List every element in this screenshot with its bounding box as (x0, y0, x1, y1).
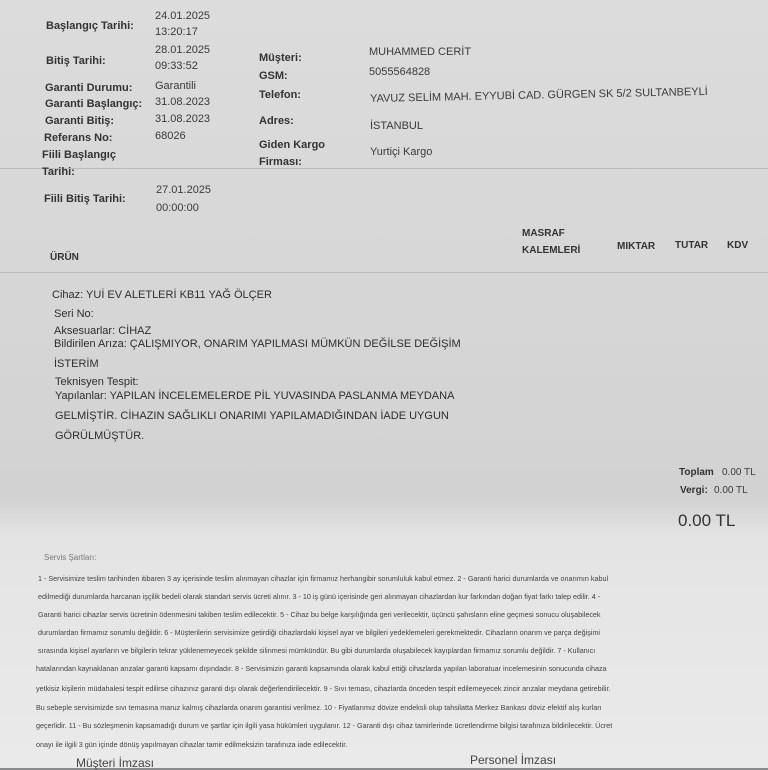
terms-line: hatalarından kaynaklanan arızalar garanti kapsamı dışındadır. 8 - Servisimizin garanti kapsamında olarak kabul ettiği cihazlarda yapılan laboratuar incelemesinin sonucunda cihaza (36, 664, 607, 673)
col-vat: KDV (727, 240, 749, 251)
terms-line: onayı ile ilgili 3 gün içinde dönüş yapılmayan cihazlar tamir edilmeksizin tarafınıza iade edilecektir. (36, 740, 348, 749)
gsm-value: 5055564828 (369, 66, 431, 78)
device-line: Cihaz: YUİ EV ALETLERİ KB11 YAĞ ÖLÇER (52, 289, 272, 301)
address-value: YAVUZ SELİM MAH. EYYUBİ CAD. GÜRGEN SK 5/2 SULTANBEYLİ (369, 85, 708, 105)
end-date-value: 28.01.2025 (155, 44, 211, 56)
terms-line: 1 - Servisimize teslim tarihinden itibaren 3 ay içerisinde teslim alınmayan cihazlar için firmamız herhangibir sorumluluk kabul etmez. 2 - Garanti harici durumlarda ve onarımın kabul (38, 574, 609, 583)
customer-label: Müşteri: (259, 52, 302, 64)
terms-line: Bu sebeple servisimizde sıvı temasına maruz kalmış cihazlarda onarım garantisi verilmez. 10 - Fiyatlarımız dövize endeksli olup tahsilatta Merkez Bankası döviz efektif alış kurları (36, 703, 602, 712)
start-date-value: 24.01.2025 (155, 10, 211, 22)
terms-line: durumlardan firmamız sorumlu değildir. 6 - Müşterilerin servisimize getirdiği cihazlardaki kişisel ayar ve bilgileri yedeklemeleri gerekmektedir. Cihazların onarım ve parça değişimi (38, 628, 601, 637)
total-value: 0.00 TL (722, 467, 756, 478)
accessories-line: Aksesuarlar: CİHAZ (54, 325, 152, 337)
phone-label: Telefon: (259, 89, 301, 101)
warranty-start-label: Garanti Başlangıç: (45, 98, 143, 110)
vat-value: 0.00 TL (714, 485, 748, 496)
col-cost-2: KALEMLERİ (522, 245, 581, 256)
terms-title: Servis Şartları: (44, 553, 97, 562)
actual-end-time: 00:00:00 (156, 202, 199, 214)
address-label: Adres: (259, 115, 294, 127)
technician-line: Teknisyen Tespit: (55, 376, 139, 388)
col-qty: MIKTAR (617, 241, 656, 252)
start-time-value: 13:20:17 (155, 26, 198, 38)
actual-start-label: Fiili Başlangıç (42, 149, 116, 161)
warranty-end-label: Garanti Bitiş: (45, 115, 115, 127)
terms-line: Garanti harici cihazlar servis ücretinin ödenmesini takiben teslim edilecektir. 5 - Cihaz bu belge karşılığında geri verilecektir, üçüncü şahısların eline geçmesi sonucu oluşabilecek (38, 610, 601, 619)
col-product: ÜRÜN (50, 252, 79, 263)
grand-total: 0.00 TL (678, 511, 736, 530)
customer-signature-label: Müşteri İmzası (76, 756, 155, 770)
cargo-label-2: Firması: (259, 156, 302, 168)
start-date-label: Başlangıç Tarihi: (46, 20, 134, 32)
cargo-value: Yurtiçi Kargo (370, 146, 433, 158)
vat-label: Vergi: (680, 485, 708, 496)
warranty-start-value: 31.08.2023 (155, 96, 211, 108)
end-time-value: 09:33:52 (155, 60, 198, 72)
actual-end-date: 27.01.2025 (156, 184, 212, 196)
end-date-label: Bitiş Tarihi: (46, 55, 106, 67)
warranty-end-value: 31.08.2023 (155, 113, 211, 125)
gsm-label: GSM: (259, 70, 288, 82)
actual-end-label: Fiili Bitiş Tarihi: (44, 193, 126, 205)
staff-signature-label: Personel İmzası (470, 753, 557, 767)
total-label: Toplam (679, 467, 714, 478)
actions-line-3: GÖRÜLMÜŞTÜR. (55, 430, 145, 442)
reported-fault-line-2: İSTERİM (54, 358, 99, 370)
address-value-2: İSTANBUL (370, 120, 423, 132)
warranty-status-label: Garanti Durumu: (45, 82, 133, 94)
col-cost: MASRAF (522, 228, 565, 239)
terms-line: edilmediği durumlarda harcanan işçilik bedeli olarak standart servis ücreti alınır. 3 - 10 iş günü içerisinde geri alınmayan cihazlardan kur farkından doğan fiyat farkı talep edilir. 4 - (38, 592, 601, 601)
reported-fault-line: Bildirilen Arıza: ÇALIŞMIYOR, ONARIM YAPILMASI MÜMKÜN DEĞİLSE DEĞİŞİM (54, 338, 461, 350)
fold-line (0, 168, 768, 169)
col-amount: TUTAR (675, 240, 709, 251)
cargo-label: Giden Kargo (259, 139, 326, 151)
terms-line: geçerlidir. 11 - Bu sözleşmenin kapsamadığı durum ve şartlar için ilgili yasa hükümleri uygulanır. 12 - Garanti dışı cihaz tamirlerinde ücretlendirme bilgisi tarafınıza bildirilecektir. Ücret (36, 721, 613, 730)
table-divider (0, 272, 768, 273)
reference-value: 68026 (155, 130, 186, 142)
terms-line: sırasında kişisel ayarların ve bilgilerin tekrar yüklenemeyecek şekilde silinmesi mümkündür. Bu gibi durumlarda oluşabilecek kayıplardan firmamız sorumlu değildir. 7 - Kullanıcı (38, 646, 596, 655)
warranty-status-value: Garantili (155, 80, 196, 92)
actual-start-label-2: Tarihi: (42, 166, 75, 178)
reference-label: Referans No: (44, 132, 113, 144)
actions-line: Yapılanlar: YAPILAN İNCELEMELERDE PİL YUVASINDA PASLANMA MEYDANA (55, 390, 455, 402)
actions-line-2: GELMİŞTİR. CİHAZIN SAĞLIKLI ONARIMI YAPILAMADIĞINDAN İADE UYGUN (55, 410, 449, 422)
serial-line: Seri No: (54, 308, 94, 320)
customer-value: MUHAMMED CERİT (369, 46, 472, 58)
terms-line: yetkisiz kişilerin müdahalesi tespit edilirse cihazınız garanti dışı olarak değerlendirilecektir. 9 - Sıvı teması, cihazlarda önceden tespit edilemeyecek zincir arızalar meydana getirebilir. (36, 684, 611, 693)
